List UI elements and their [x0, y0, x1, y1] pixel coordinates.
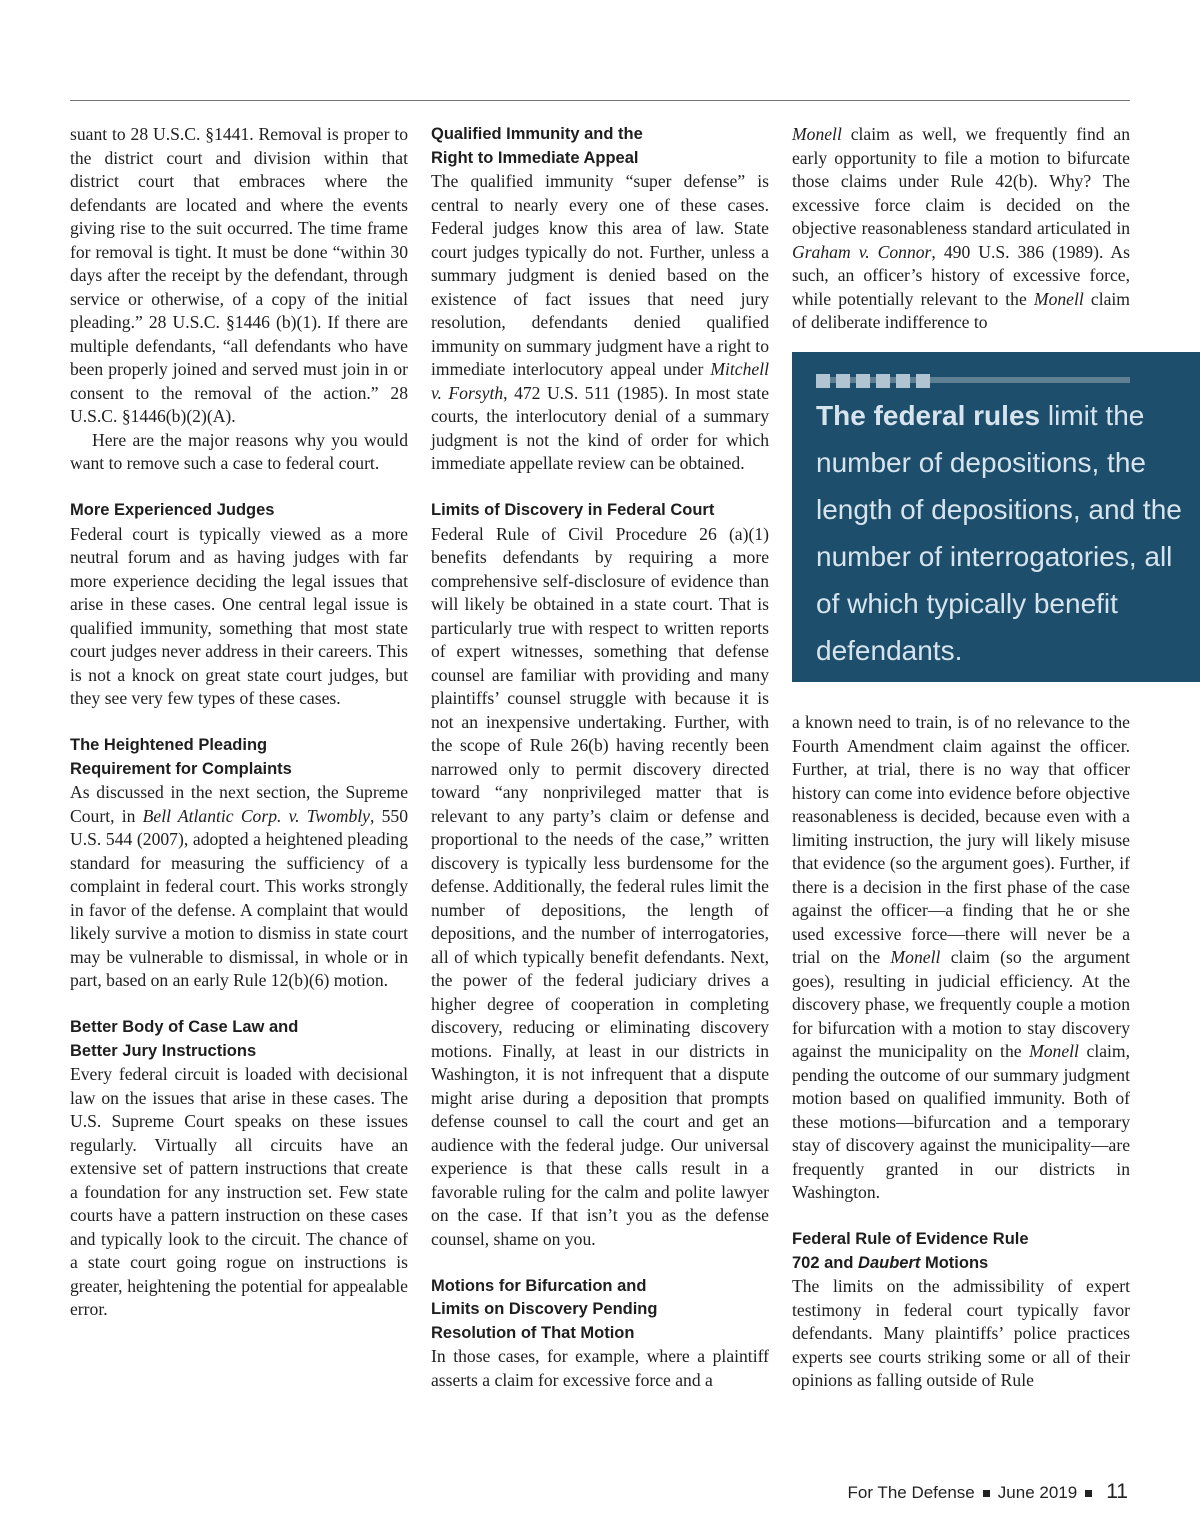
paragraph: In those cases, for example, where a plaintiff asserts a claim for excessive force and a — [431, 1346, 769, 1390]
issue-date: June 2019 — [997, 1483, 1078, 1502]
paragraph: The limits on the admissibility of expert testimony in federal court typically favor defendants. Many plaintiffs’ police practices experts see courts striking some or all of their opinions as falling outside of Rule — [792, 1276, 1130, 1390]
column-2 — [431, 123, 769, 1392]
heading-line: Requirement for Complaints — [70, 759, 292, 778]
separator-square — [1085, 1490, 1092, 1497]
paragraph: Federal court is typically viewed as a more neutral forum and as having judges with far more experience deciding the legal issues that arise in these cases. One central legal issue is qualified immunity, something that most state court judges never address in their careers. This is not a knock on great state court judges, but they see very few types of these cases. — [70, 523, 408, 708]
column-3-top — [792, 123, 1130, 335]
heading-line: Right to Immediate Appeal — [431, 148, 639, 167]
publication-name: For The Defense — [847, 1483, 975, 1502]
decorative-square — [896, 374, 910, 388]
heading-line: Limits on Discovery Pending — [431, 1300, 658, 1318]
paragraph: The qualified immunity “super defense” is central to nearly every one of these cases. Federal judges know this area of law. State court judges typically do not. Further, unless a summary judgment is denied based on the existence of fact issues that need jury resolution, defendants denied qualified immunity on summary judgment have a right to immediate interlocutory appeal under Mitchell v. Forsyth, 472 U.S. 511 (1985). In most state courts, the interlocutory denial of a summary judgment is not the kind of order for which immediate appellate review can be obtained. — [431, 171, 769, 473]
heading-line: The Heightened Pleading — [70, 736, 268, 754]
page-footer — [848, 1480, 1128, 1504]
pull-quote-lead: The federal rules — [816, 400, 1041, 431]
section-heading: Limits of Discovery in Federal Court — [431, 501, 715, 519]
heading-line: Better Body of Case Law and — [70, 1018, 299, 1036]
decorative-square — [816, 374, 830, 388]
section-heading — [70, 734, 408, 781]
heading-line: Better Jury Instructions — [70, 1041, 257, 1060]
column-3-bottom — [792, 711, 1130, 1393]
heading-italic: Daubert — [858, 1253, 921, 1272]
pull-quote-text — [816, 392, 1186, 674]
paragraph: As discussed in the next section, the Supreme Court, in Bell Atlantic Corp. v. Twombly, 550 U.S. 544 (2007), adopted a heightened pleading standard for measuring the sufficiency of a complaint in federal court. This works strongly in favor of the defense. A complaint that would likely survive a motion to dismiss in state court may be vulnerable to dismissal, in whole or in part, based on an early Rule 12(b)(6) motion. — [70, 782, 409, 990]
section-heading: More Experienced Judges — [70, 501, 275, 519]
paragraph: Monell claim as well, we frequently find an early opportunity to file a motion to bifurcate those claims under Rule 42(b). Why? The excessive force claim is decided on the objective reasonableness standard articulated in Graham v. Connor, 490 U.S. 386 (1989). As such, an officer’s history of excessive force, while potentially relevant to the Monell claim of deliberate indifference to — [792, 124, 1130, 332]
decorative-square — [916, 374, 930, 388]
section-heading — [70, 1016, 408, 1063]
section-heading — [431, 1275, 769, 1346]
pull-quote-box — [792, 352, 1200, 682]
paragraph: Here are the major reasons why you would want to remove such a case to federal court. — [70, 429, 408, 473]
case-citation: Bell Atlantic Corp. v. Twombly — [142, 805, 370, 826]
heading-line: Qualified Immunity and the — [431, 125, 643, 143]
case-citation: Mitchell v. Forsyth — [431, 359, 769, 403]
heading-line: Federal Rule of Evidence Rule — [792, 1230, 1029, 1248]
heading-line: 702 and — [792, 1253, 859, 1272]
header-rule — [70, 100, 1130, 101]
case-citation: Monell — [1033, 288, 1084, 309]
paragraph: Every federal circuit is loaded with decisional law on the issues that arise in these cases. The U.S. Supreme Court speaks on these issues regularly. Virtually all circuits have an extensive set of pattern instructions that create a foundation for any instruction set. Few state courts have a pattern instruction on these cases and typically look to the circuit. The chance of a state court going rogue on instructions is greater, heightening the potential for appealable error. — [70, 1064, 408, 1319]
case-citation: Monell — [890, 947, 941, 967]
section-heading: Federal Rule of Evidence Rule 702 and Daubert Motions — [792, 1230, 1029, 1272]
paragraph: a known need to train, is of no relevance to the Fourth Amendment claim against the officer. Further, at trial, there is no way that officer history can come into evidence before objective reasonableness is decided, because even with a limiting instruction, the jury will likely misuse that evidence (so the argument goes). Further, if there is a decision in the first phase of the case against the officer—a finding that he or she used excessive force—there will never be a trial on the Monell claim (so the argument goes), resulting in judicial efficiency. At the discovery phase, we frequently couple a motion for bifurcation with a motion to stay discovery against the municipality on the Monell claim, pending the outcome of our summary judgment motion based on qualified immunity. Both of these motions—bifurcation and a temporary stay of discovery against the municipality—are frequently granted in our districts in Washington. — [792, 712, 1130, 1202]
column-1 — [70, 123, 408, 1322]
section-heading — [431, 123, 769, 170]
paragraph: suant to 28 U.S.C. §1441. Removal is proper to the district court and division within that district court that embraces where the defendants are located and where the events giving rise to the suit occurred. The time frame for removal is tight. It must be done “within 30 days after the receipt by the defendant, through service or otherwise, of a copy of the initial pleading.” 28 U.S.C. §1446 (b)(1). If there are multiple defendants, “all defendants who have been properly joined and served must join in or consent to the removal of the action.” 28 U.S.C. §1446(b)(2)(A). — [70, 124, 408, 426]
heading-line: Motions for Bifurcation and — [431, 1276, 647, 1295]
decorative-square — [836, 374, 850, 388]
case-citation: Graham v. Connor — [792, 241, 932, 262]
case-citation: Monell — [792, 124, 842, 144]
separator-square — [983, 1490, 990, 1497]
case-citation: Monell — [1029, 1041, 1079, 1061]
decorative-square — [876, 374, 890, 388]
page-number: 11 — [1106, 1480, 1128, 1503]
paragraph: Federal Rule of Civil Procedure 26 (a)(1) benefits defendants by requiring a more comprehensive self-disclosure of evidence than will likely be obtained in a state court. That is particularly true with respect to written reports of expert witnesses, something that defense counsel are familiar with providing and many plaintiffs’ counsel struggle with because it is not an inexpensive undertaking. Further, with the scope of Rule 26(b) having recently been narrowed only to permit discovery directed toward “any nonprivileged matter that is relevant to any party’s claim or defense and proportional to the needs of the case,” written discovery is typically less burdensome for the defense. Additionally, the federal rules limit the number of depositions, the length of depositions, and the number of interrogatories, all of which typically benefit defendants. Next, the power of the federal judiciary drives a higher degree of cooperation in completing discovery, reducing or eliminating discovery motions. Finally, at least in our districts in Washington, it is not infrequent that a dispute might arise during a deposition that prompts defense counsel to call the court and get an audience with the federal judge. Our universal experience is that these calls result in a favorable ruling for the calm and polite lawyer on the case. If that isn’t you as the defense counsel, shame on you. — [431, 523, 769, 1249]
decorative-square — [856, 374, 870, 388]
heading-line: Resolution of That Motion — [431, 1323, 635, 1342]
pull-quote-rest: limit the number of depositions, the length of depositions, and the number of interrogatories, all of which typically benefit defendants. — [816, 400, 1182, 666]
